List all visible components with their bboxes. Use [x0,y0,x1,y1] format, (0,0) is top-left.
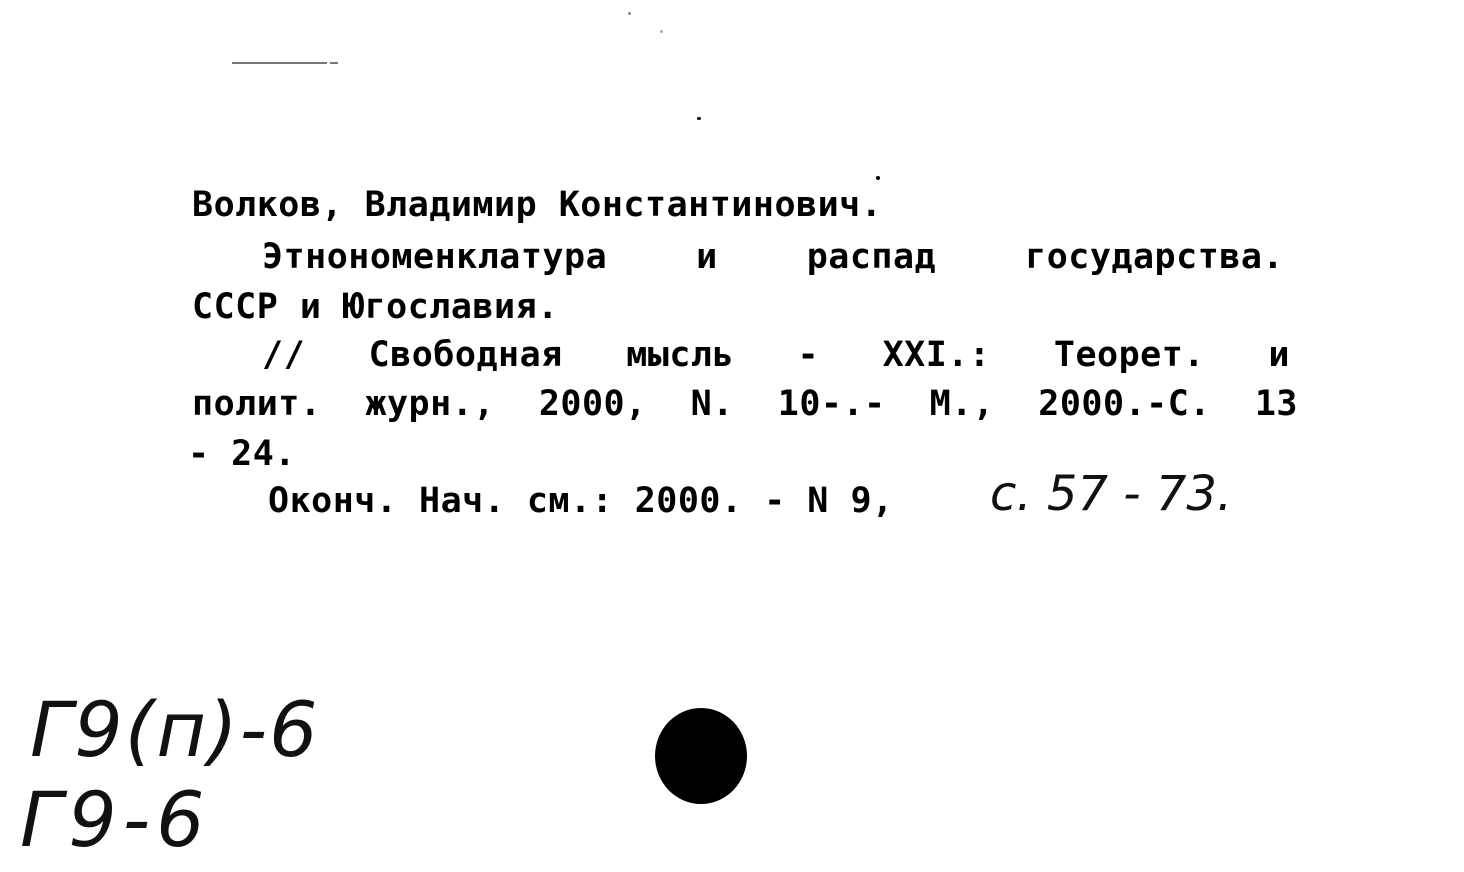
scan-speck [660,30,663,33]
title-line-1 [262,237,1284,277]
scan-speck [876,176,880,180]
title-line-2: СССР и Югославия. [192,287,559,327]
scan-speck [697,117,701,120]
title-word: Этнономенклатура [262,237,608,277]
scan-mark [330,62,338,64]
source-word: 2000.-С. [1038,384,1211,424]
continuation-note: Оконч. Нач. см.: 2000. - N 9, [268,481,894,521]
scan-mark [232,62,327,64]
shelfmark-2: Г9-6 [20,775,211,864]
source-word: Теорет. [1053,335,1205,375]
source-word: N. [690,384,734,424]
source-word: М., [929,384,995,424]
source-line-3: - 24. [188,434,296,474]
title-word: и [696,237,718,277]
title-word: распад [806,237,937,277]
source-word: - [797,335,820,375]
source-word: 13 [1254,384,1298,424]
source-word: полит. [192,384,322,424]
source-word: 2000, [538,384,647,424]
handwritten-pages: с. 57 - 73. [990,466,1233,522]
source-line-2 [192,384,1298,424]
source-line-1 [262,335,1290,375]
source-word: и [1268,335,1290,375]
source-word: 10-.- [777,384,886,424]
source-word: мысль [626,335,735,375]
punch-hole [655,708,747,804]
source-word: // [262,335,306,375]
author-heading: Волков, Владимир Константинович. [192,185,883,225]
title-word: государства. [1025,237,1284,277]
scan-speck [628,12,631,15]
shelfmark-1: Г9(п)-6 [30,685,320,774]
source-word: XXI.: [882,335,991,375]
source-word: Свободная [368,335,563,375]
source-word: журн., [365,384,495,424]
